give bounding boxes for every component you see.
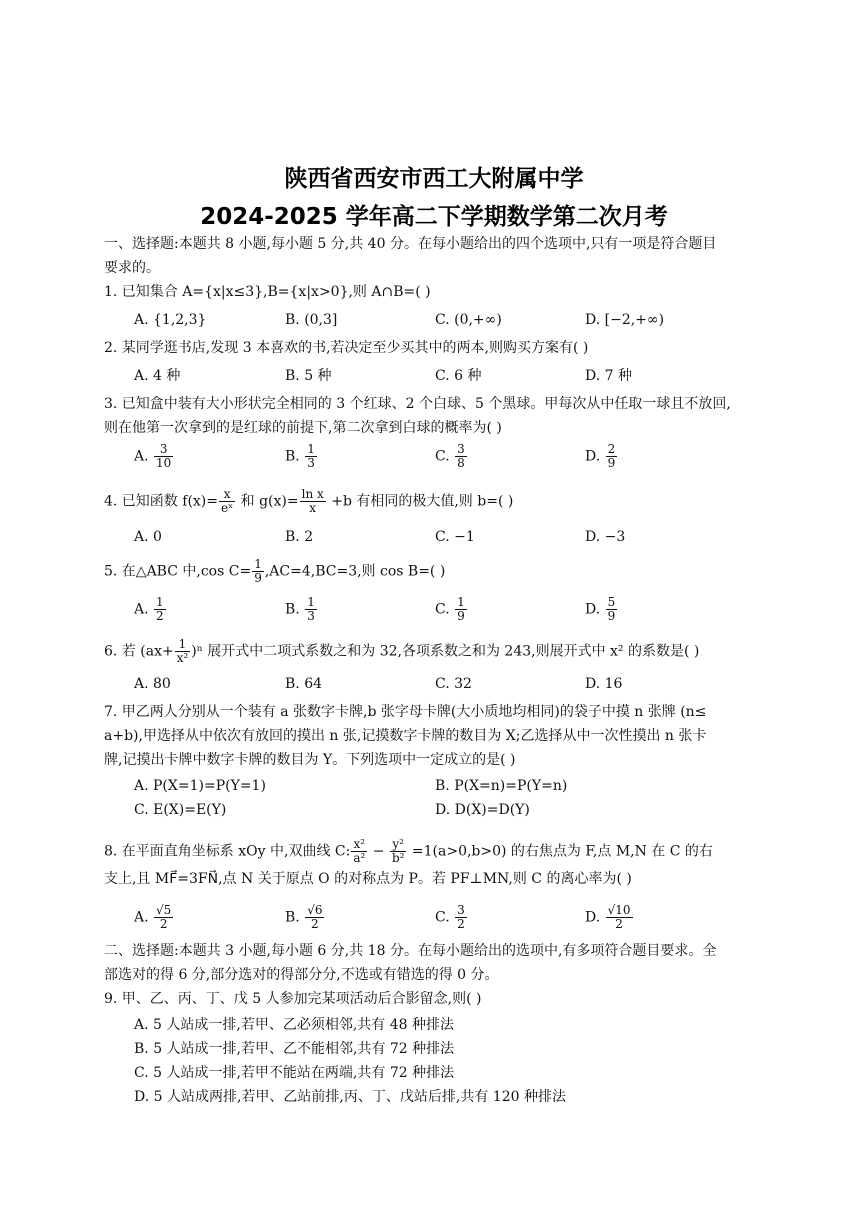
numerator: y² xyxy=(390,838,407,852)
option-label: D. xyxy=(585,601,601,618)
minus-sign: − xyxy=(368,843,389,860)
q3-option-d xyxy=(585,443,618,470)
q7-option-b: B. P(X=n)=P(Y=n) xyxy=(435,778,568,794)
q6-option-c: C. 32 xyxy=(435,676,472,692)
q7-option-d: D. D(X)=D(Y) xyxy=(435,802,530,818)
numerator: 1 xyxy=(307,442,315,456)
q3-option-c xyxy=(435,443,468,470)
denominator: 9 xyxy=(607,456,616,470)
q5-option-a xyxy=(134,596,167,623)
numerator: x² xyxy=(351,838,367,852)
q6-option-a: A. 80 xyxy=(134,676,171,692)
q6-option-d: D. 16 xyxy=(585,676,623,692)
option-label: B. xyxy=(285,909,300,926)
denominator: 2 xyxy=(457,917,465,931)
school-title: 陕西省西安市西工大附属中学 xyxy=(284,166,584,192)
q9-option-c: C. 5 人站成一排,若甲不能站在两端,共有 72 种排法 xyxy=(134,1065,455,1081)
q3-stem-line1: 3. 已知盒中装有大小形状完全相同的 3 个红球、2 个白球、5 个黑球。甲每次从中任取一球且不放回, xyxy=(104,396,731,412)
q5-option-c xyxy=(435,596,468,623)
denominator: b² xyxy=(391,851,405,865)
denominator: 3 xyxy=(307,456,315,470)
option-label: B. xyxy=(285,601,300,618)
fraction xyxy=(455,443,467,470)
numerator: ln x xyxy=(301,487,324,501)
q5-stem xyxy=(104,558,770,585)
q8-stem-post: =1(a>0,b>0) 的右焦点为 F,点 M,N 在 C 的右 xyxy=(407,843,713,860)
numerator: 3 xyxy=(154,443,173,457)
numerator: 1 xyxy=(254,557,262,571)
numerator: 1 xyxy=(457,595,465,609)
fraction xyxy=(154,596,166,623)
q5-option-d xyxy=(585,596,618,623)
numerator: x xyxy=(219,488,235,502)
q6-option-b: B. 64 xyxy=(285,676,323,692)
q4-option-c: C. −1 xyxy=(435,529,475,545)
q4-stem-post: +b 有相同的极大值,则 b=( ) xyxy=(326,493,514,510)
q8-stem-pre: 8. 在平面直角坐标系 xOy 中,双曲线 C: xyxy=(104,843,351,860)
numerator: 1 xyxy=(307,595,315,609)
exam-title: 2024-2025 学年高二下学期数学第二次月考 xyxy=(200,204,668,230)
q8-stem-line1 xyxy=(104,838,770,865)
denominator: 8 xyxy=(457,456,465,470)
q1-option-d: D. [−2,+∞) xyxy=(585,312,665,328)
fraction-g xyxy=(300,488,326,515)
section2-heading-line2: 部选对的得 6 分,部分选对的得部分分,不选或有错选的得 0 分。 xyxy=(104,967,499,983)
option-label: A. xyxy=(134,448,149,465)
fraction-y xyxy=(390,838,407,865)
option-label: A. xyxy=(134,909,149,926)
q8-option-d xyxy=(585,904,634,931)
q9-option-d: D. 5 人站成两排,若甲、乙站前排,丙、丁、戊站后排,共有 120 种排法 xyxy=(134,1089,566,1105)
fraction xyxy=(455,904,467,931)
denominator: a² xyxy=(353,851,366,865)
q2-option-d: D. 7 种 xyxy=(585,368,632,384)
q1-option-a: A. {1,2,3} xyxy=(134,312,207,328)
q5-stem-post: ,AC=4,BC=3,则 cos B=( ) xyxy=(264,563,446,580)
numerator: 3 xyxy=(457,442,465,456)
q2-option-b: B. 5 种 xyxy=(285,368,332,384)
section1-heading-line2: 要求的。 xyxy=(104,260,160,276)
denominator: 10 xyxy=(156,456,172,470)
fraction xyxy=(305,596,317,623)
q2-option-c: C. 6 种 xyxy=(435,368,482,384)
numerator: √10 xyxy=(607,903,631,917)
denominator: 9 xyxy=(457,609,465,623)
q7-option-a: A. P(X=1)=P(Y=1) xyxy=(134,778,266,794)
denominator: 9 xyxy=(607,609,616,623)
q3-option-b xyxy=(285,443,318,470)
denominator: 2 xyxy=(156,609,164,623)
fraction xyxy=(606,443,618,470)
q7-stem-line3: 牌,记摸出卡牌中数字卡牌的数目为 Y。下列选项中一定成立的是( ) xyxy=(104,752,516,768)
q2-stem: 2. 某同学逛书店,发现 3 本喜欢的书,若决定至少买其中的两本,则购买方案有( ) xyxy=(104,340,589,356)
q9-option-b: B. 5 人站成一排,若甲、乙不能相邻,共有 72 种排法 xyxy=(134,1041,455,1057)
q5-option-b xyxy=(285,596,318,623)
denominator: 2 xyxy=(615,917,623,931)
q9-option-a: A. 5 人站成一排,若甲、乙必须相邻,共有 48 种排法 xyxy=(134,1017,454,1033)
q6-stem-pre: 6. 若 (ax+ xyxy=(104,643,174,660)
q1-stem: 1. 已知集合 A={x|x≤3},B={x|x>0},则 A∩B=( ) xyxy=(104,284,431,300)
q4-stem xyxy=(104,488,770,515)
q2-option-a: A. 4 种 xyxy=(134,368,181,384)
denominator: 9 xyxy=(254,571,262,585)
q3-stem-line2: 则在他第一次拿到的是红球的前提下,第二次拿到白球的概率为( ) xyxy=(104,420,502,436)
fraction xyxy=(606,904,633,931)
q4-option-a: A. 0 xyxy=(134,529,162,545)
numerator: 3 xyxy=(457,903,465,917)
q9-stem: 9. 甲、乙、丙、丁、戊 5 人参加完某项活动后合影留念,则( ) xyxy=(104,991,482,1007)
q6-stem-post: )ⁿ 展开式中二项式系数之和为 32,各项系数之和为 243,则展开式中 x² 的系数是( ) xyxy=(191,643,700,660)
denominator: x xyxy=(309,501,317,515)
numerator: √6 xyxy=(307,903,323,917)
option-label: A. xyxy=(134,601,149,618)
fraction-f xyxy=(219,488,235,515)
option-label: B. xyxy=(285,448,300,465)
option-label: D. xyxy=(585,448,601,465)
denominator: eˣ xyxy=(221,501,234,515)
option-label: C. xyxy=(435,909,450,926)
numerator: 2 xyxy=(607,442,616,456)
q4-stem-mid: 和 g(x)= xyxy=(236,493,299,510)
fraction xyxy=(305,443,317,470)
q8-option-c xyxy=(435,904,468,931)
fraction-x xyxy=(351,838,367,865)
q7-stem-line2: a+b),甲选择从中依次有放回的摸出 n 张,记摸数字卡牌的数目为 X;乙选择从中一次性摸出 n 张卡 xyxy=(104,728,707,744)
q5-stem-pre: 5. 在△ABC 中,cos C= xyxy=(104,563,252,580)
q6-stem xyxy=(104,638,770,665)
fraction xyxy=(252,558,264,585)
fraction xyxy=(154,443,173,470)
q3-option-a xyxy=(134,443,174,470)
q7-stem-line1: 7. 甲乙两人分别从一个装有 a 张数字卡牌,b 张字母卡牌(大小质地均相同)的袋子中摸 n 张牌 (n≤ xyxy=(104,704,707,720)
numerator: 1 xyxy=(175,638,191,652)
numerator: 1 xyxy=(156,595,164,609)
numerator: √5 xyxy=(156,903,172,917)
option-label: D. xyxy=(585,909,601,926)
section2-heading-line1: 二、选择题:本题共 3 小题,每小题 6 分,共 18 分。在每小题给出的选项中,有多项符合题目要求。全 xyxy=(104,943,717,959)
q4-option-d: D. −3 xyxy=(585,529,626,545)
q1-option-c: C. (0,+∞) xyxy=(435,312,502,328)
fraction xyxy=(154,904,173,931)
denominator: 2 xyxy=(311,917,319,931)
option-label: C. xyxy=(435,601,450,618)
option-label: C. xyxy=(435,448,450,465)
denominator: x² xyxy=(176,651,189,665)
section1-heading-line1: 一、选择题:本题共 8 小题,每小题 5 分,共 40 分。在每小题给出的四个选项中,只有一项是符合题目 xyxy=(104,236,717,252)
q4-stem-pre: 4. 已知函数 f(x)= xyxy=(104,493,218,510)
fraction xyxy=(305,904,324,931)
q8-option-a xyxy=(134,904,174,931)
q7-option-c: C. E(X)=E(Y) xyxy=(134,802,227,818)
fraction xyxy=(606,596,618,623)
numerator: 5 xyxy=(607,595,616,609)
denominator: 3 xyxy=(307,609,315,623)
denominator: 2 xyxy=(159,917,168,931)
q4-option-b: B. 2 xyxy=(285,529,314,545)
q1-option-b: B. (0,3] xyxy=(285,312,338,328)
fraction xyxy=(175,638,191,665)
q8-stem-line2: 支上,且 MF⃗=3FN⃗,点 N 关于原点 O 的对称点为 P。若 PF⊥MN,则 C 的离心率为( ) xyxy=(104,871,632,887)
fraction xyxy=(455,596,467,623)
q8-option-b xyxy=(285,904,325,931)
